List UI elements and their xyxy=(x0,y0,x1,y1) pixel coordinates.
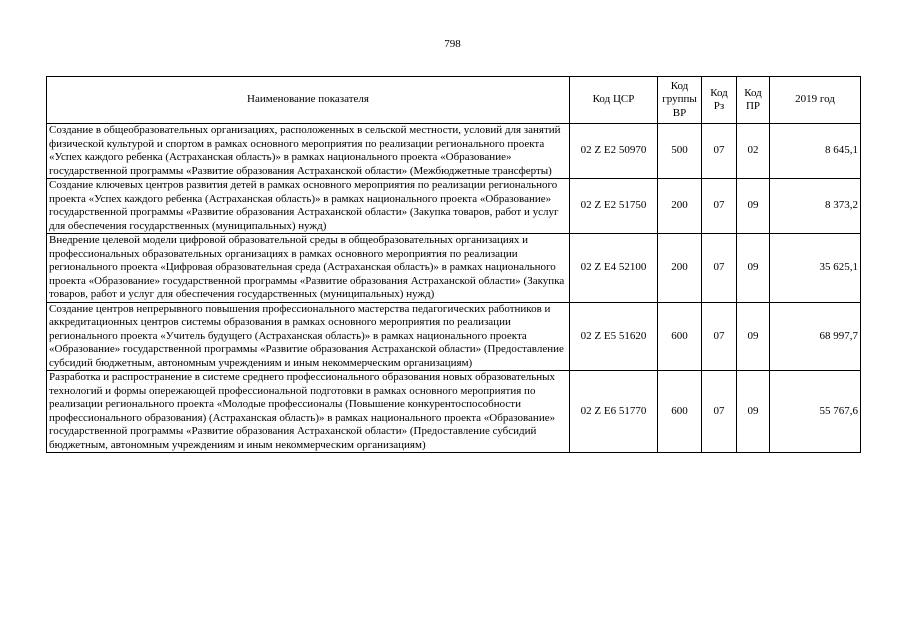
table-row xyxy=(47,124,861,179)
header-vr: Код группы ВР xyxy=(658,77,702,124)
header-csr: Код ЦСР xyxy=(570,77,658,124)
budget-table xyxy=(46,76,861,453)
row-csr: 02 Z E2 51750 xyxy=(570,179,658,234)
header-year: 2019 год xyxy=(770,77,861,124)
row-vr: 200 xyxy=(658,234,702,303)
row-name: Создание центров непрерывного повышения профессионального мастерства педагогических работников и аккредитационных центров системы образования в рамках основного мероприятия по реализации регионального проекта «Учитель будущего (Астраханская область)» в рамках национального проекта «Образование» государственной программы «Развитие образования Астраханской области» (Предоставление субсидий бюджетным, автономным учреждениям и иным некоммерческим организациям) xyxy=(47,302,570,371)
row-pr: 09 xyxy=(737,234,770,303)
table-header-row xyxy=(47,77,861,124)
row-amount: 68 997,7 xyxy=(770,302,861,371)
header-rz: Код Рз xyxy=(702,77,737,124)
header-name: Наименование показателя xyxy=(47,77,570,124)
row-pr: 09 xyxy=(737,302,770,371)
table-row xyxy=(47,179,861,234)
row-rz: 07 xyxy=(702,371,737,453)
row-vr: 200 xyxy=(658,179,702,234)
row-amount: 55 767,6 xyxy=(770,371,861,453)
table-row xyxy=(47,234,861,303)
row-pr: 02 xyxy=(737,124,770,179)
row-name: Разработка и распространение в системе среднего профессионального образования новых образовательных технологий и формы опережающей профессиональной подготовки в рамках основного мероприятия по реализации регионального проекта «Молодые профессионалы (Повышение конкурентоспособности профессионального образования) (Астраханская область)» в рамках национального проекта «Образование» государственной программы «Развитие образования Астраханской области» (Предоставление субсидий бюджетным, автономным учреждениям и иным некоммерческим организациям) xyxy=(47,371,570,453)
row-amount: 35 625,1 xyxy=(770,234,861,303)
row-csr: 02 Z E2 50970 xyxy=(570,124,658,179)
row-csr: 02 Z E6 51770 xyxy=(570,371,658,453)
row-pr: 09 xyxy=(737,371,770,453)
row-name: Создание ключевых центров развития детей в рамках основного мероприятия по реализации регионального проекта «Успех каждого ребенка (Астраханская область)» в рамках национального проекта «Образование» государственной программы «Развитие образования Астраханской области» (Закупка товаров, работ и услуг для обеспечения государственных (муниципальных) нужд) xyxy=(47,179,570,234)
row-pr: 09 xyxy=(737,179,770,234)
page-number: 798 xyxy=(444,38,461,50)
row-csr: 02 Z E4 52100 xyxy=(570,234,658,303)
header-pr: Код ПР xyxy=(737,77,770,124)
row-rz: 07 xyxy=(702,124,737,179)
row-rz: 07 xyxy=(702,234,737,303)
row-name: Внедрение целевой модели цифровой образовательной среды в общеобразовательных организациях и профессиональных образовательных организациях в рамках основного мероприятия по реализации регионального проекта «Цифровая образовательная среда (Астраханская область)» в рамках национального проекта «Образование» государственной программы «Развитие образования Астраханской области» (Закупка товаров, работ и услуг для обеспечения государственных (муниципальных) нужд) xyxy=(47,234,570,303)
row-vr: 600 xyxy=(658,302,702,371)
row-amount: 8 645,1 xyxy=(770,124,861,179)
row-rz: 07 xyxy=(702,179,737,234)
row-vr: 500 xyxy=(658,124,702,179)
row-name: Создание в общеобразовательных организациях, расположенных в сельской местности, условий для занятий физической культурой и спортом в рамках основного мероприятия по реализации регионального проекта «Успех каждого ребенка (Астраханская область)» в рамках национального проекта «Образование» государственной программы «Развитие образования Астраханской области» (Межбюджетные трансферты) xyxy=(47,124,570,179)
table-row xyxy=(47,302,861,371)
row-rz: 07 xyxy=(702,302,737,371)
row-amount: 8 373,2 xyxy=(770,179,861,234)
table-row xyxy=(47,371,861,453)
row-csr: 02 Z E5 51620 xyxy=(570,302,658,371)
row-vr: 600 xyxy=(658,371,702,453)
